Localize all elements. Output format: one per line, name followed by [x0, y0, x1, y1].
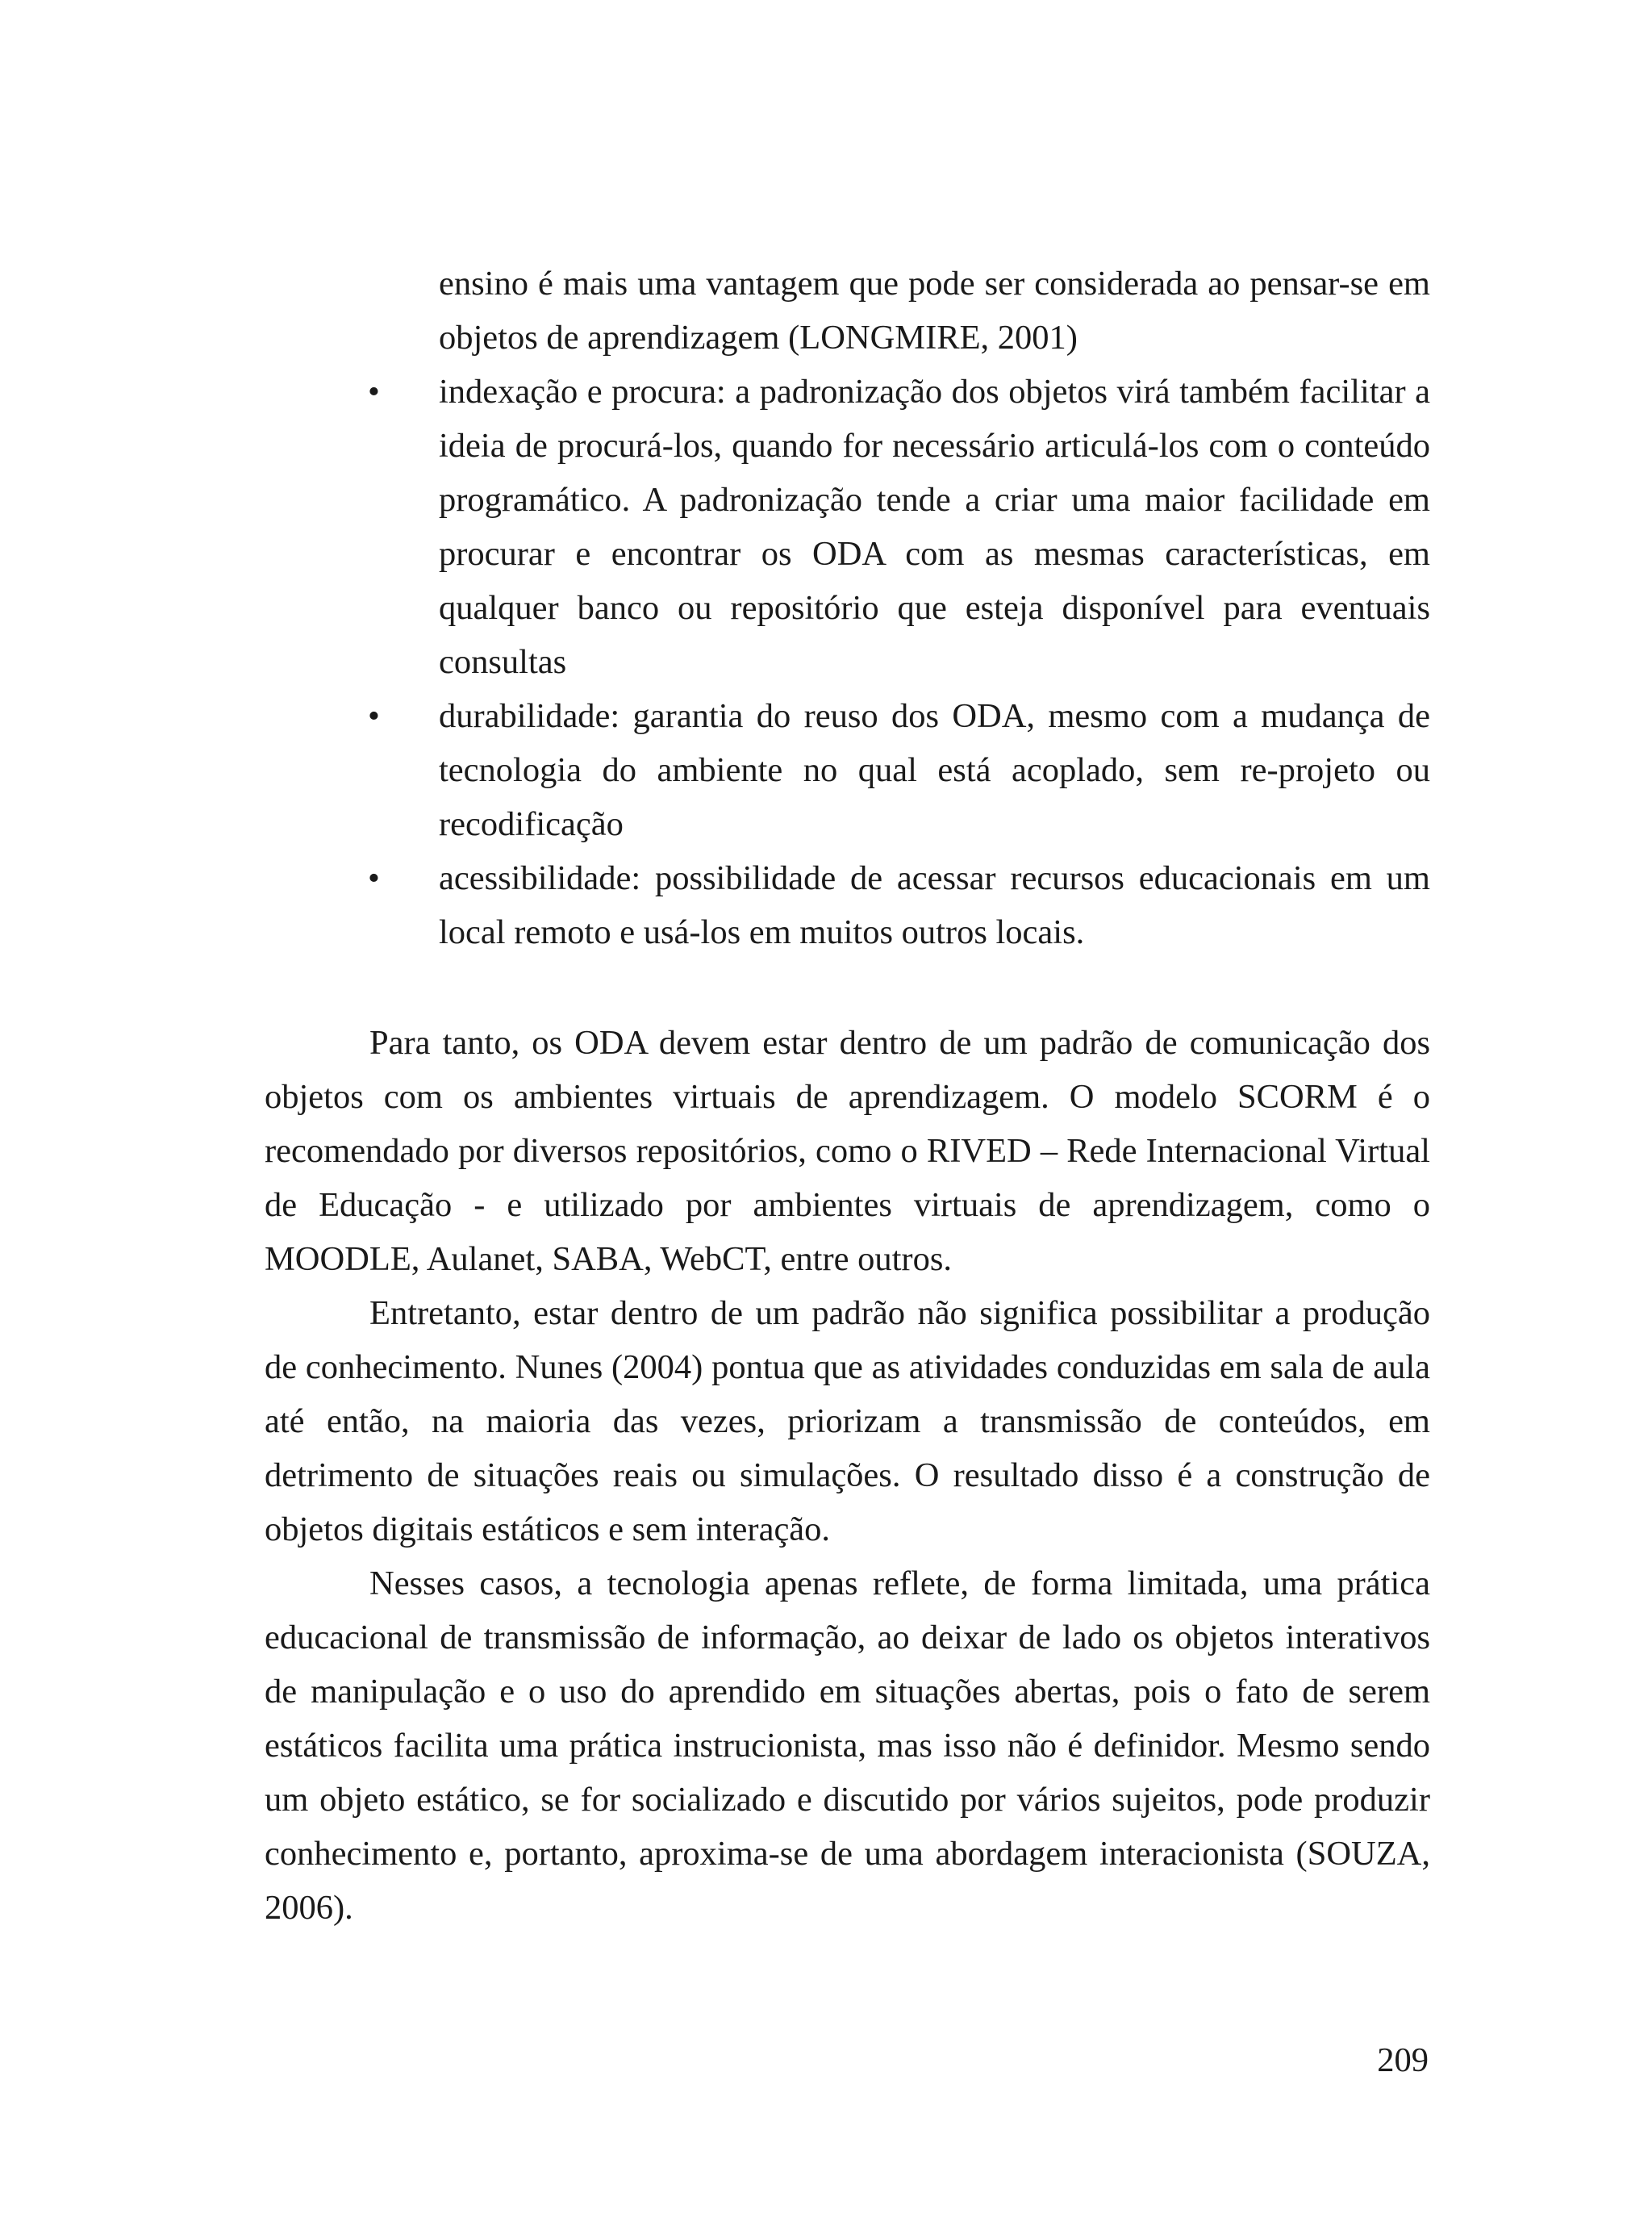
list-item-text: indexação e procura: a padronização dos objetos virá também facilitar a ideia de procurá-los, quando for necessário articulá-los com o conteúdo programático. A padronização tende a criar uma maior facilidade em procurar e encontrar os ODA com as mesmas características, em qualquer banco ou repositório que esteja disponível para eventuais consultas	[439, 373, 1430, 681]
bullet-icon: •	[368, 697, 380, 735]
list-item	[368, 689, 1430, 851]
paragraph: Para tanto, os ODA devem estar dentro de um padrão de comunicação dos objetos com os ambientes virtuais de aprendizagem. O modelo SCORM é o recomendado por diversos repositórios, como o RIVED – Rede Internacional Virtual de Educação - e utilizado por ambientes virtuais de aprendizagem, como o MOODLE, Aulanet, SABA, WebCT, entre outros.	[265, 1024, 1430, 1278]
list-item-text: acessibilidade: possibilidade de acessar recursos educacionais em um local remoto e usá-los em muitos outros locais.	[439, 859, 1430, 951]
list-item	[368, 851, 1430, 959]
section-spacer	[265, 959, 1430, 1016]
bullet-icon: •	[368, 859, 380, 897]
list-continuation-text: ensino é mais uma vantagem que pode ser considerada ao pensar-se em objetos de aprendizagem (LONGMIRE, 2001)	[439, 265, 1430, 357]
paragraph: Entretanto, estar dentro de um padrão não significa possibilitar a produção de conhecimento. Nunes (2004) pontua que as atividades conduzidas em sala de aula até então, na maioria das vezes, priorizam a transmissão de conteúdos, em detrimento de situações reais ou simulações. O resultado disso é a construção de objetos digitais estáticos e sem interação.	[265, 1294, 1430, 1548]
page-body	[265, 257, 1430, 1935]
list-item	[368, 365, 1430, 689]
bullet-icon: •	[368, 373, 380, 411]
bullet-list	[265, 365, 1430, 959]
paragraph: Nesses casos, a tecnologia apenas reflete, de forma limitada, uma prática educacional de transmissão de informação, ao deixar de lado os objetos interativos de manipulação e o uso do aprendido em situações abertas, pois o fato de serem estáticos facilita uma prática instrucionista, mas isso não é definidor. Mesmo sendo um objeto estático, se for socializado e discutido por vários sujeitos, pode produzir conhecimento e, portanto, aproxima-se de uma abordagem interacionista (SOUZA, 2006).	[265, 1564, 1430, 1927]
list-item-text: durabilidade: garantia do reuso dos ODA, mesmo com a mudança de tecnologia do ambiente no qual está acoplado, sem re-projeto ou recodificação	[439, 697, 1430, 843]
page-number: 209	[1377, 2041, 1429, 2079]
